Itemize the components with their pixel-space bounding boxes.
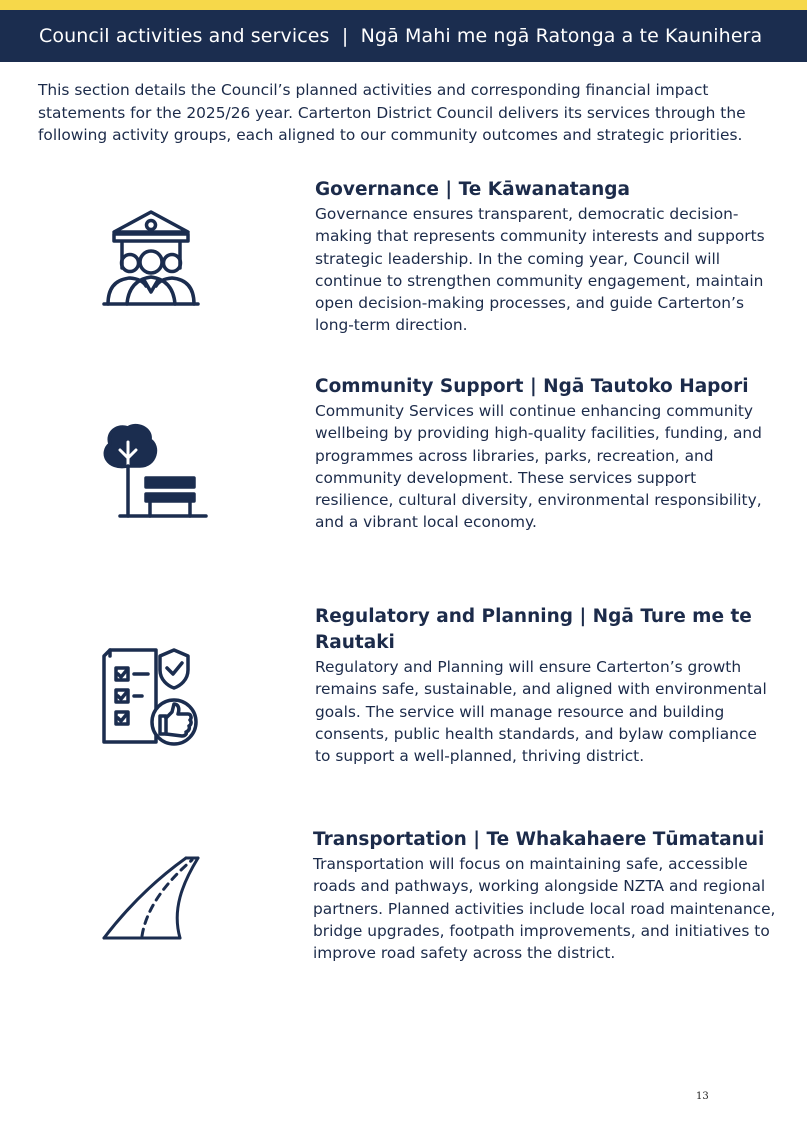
page-number: 13	[696, 1091, 709, 1102]
section-body-governance: Governance ensures transparent, democratic decision-making that represents community interests and supports strategic leadership. In the coming year, Council will continue to strengthen community engagement, maintain open decision-making processes, and guide Carterton’s long-term direction.	[315, 205, 765, 335]
section-body-community-support: Community Services will continue enhancing community wellbeing by providing high-quality facilities, funding, and programmes across libraries, parks, recreation, and community development. These services support resilience, cultural diversity, environmental responsibility, and a vibrant local economy.	[315, 402, 762, 532]
section-title-regulatory-planning: Regulatory and Planning | Ngā Ture me te Rautaki	[315, 606, 752, 653]
section-body-transportation: Transportation will focus on maintaining safe, accessible roads and pathways, working alongside NZTA and regional partners. Planned activities include local road maintenance, bridge upgrades, footpath improvements, and initiatives to improve road safety across the district.	[313, 855, 776, 963]
road-icon	[100, 854, 204, 942]
section-title-governance: Governance | Te Kāwanatanga	[315, 179, 631, 200]
page-title: Council activities and services | Ngā Mahi me ngā Ratonga a te Kaunihera	[39, 25, 763, 47]
section-transportation	[313, 827, 783, 964]
section-governance	[315, 177, 775, 337]
section-title-community-support: Community Support | Ngā Tautoko Hapori	[315, 376, 749, 397]
intro-paragraph: This section details the Council’s planned activities and corresponding financial impact statements for the 2025/26 year. Carterton District Council delivers its services through the following activity groups, each aligned to our community outcomes and strategic priorities.	[38, 81, 746, 144]
tree-bench-icon	[100, 422, 210, 522]
section-body-regulatory-planning: Regulatory and Planning will ensure Carterton’s growth remains safe, sustainable, and aligned with environmental goals. The service will manage resource and building consents, public health standards, and bylaw compliance to support a well-planned, thriving district.	[315, 658, 767, 766]
governance-building-people-icon	[100, 208, 202, 308]
section-title-transportation: Transportation | Te Whakahaere Tūmatanui	[313, 829, 765, 850]
checklist-shield-thumbs-up-icon	[102, 646, 202, 746]
top-accent-band	[0, 0, 807, 10]
section-community-support	[315, 374, 775, 534]
title-bar	[0, 10, 807, 62]
section-regulatory-planning	[315, 604, 775, 767]
